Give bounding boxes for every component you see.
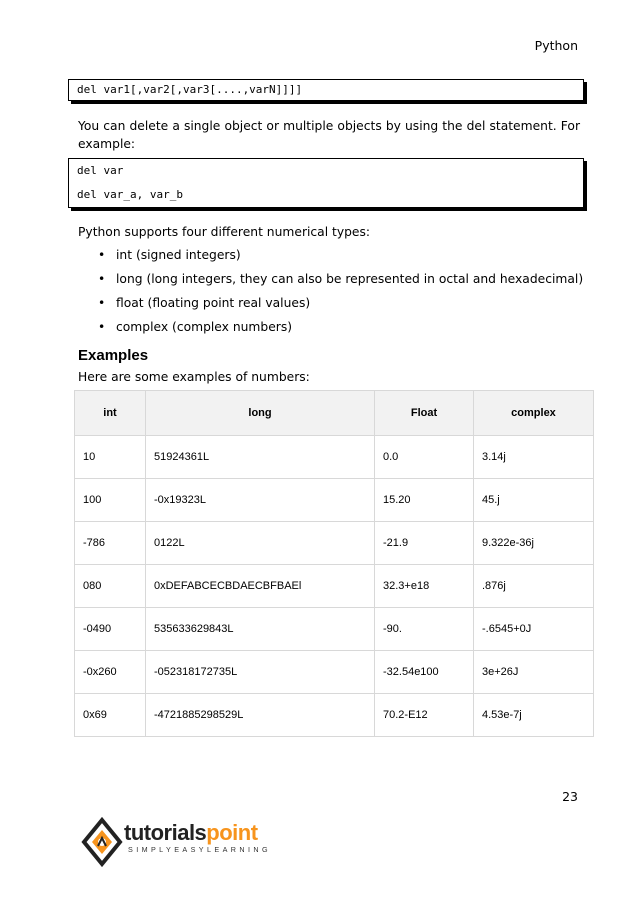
table-cell: -4721885298529L xyxy=(146,694,375,737)
paragraph-examples-intro: Here are some examples of numbers: xyxy=(78,370,310,384)
table-cell: 4.53e-7j xyxy=(474,694,594,737)
table-cell: 0x69 xyxy=(75,694,146,737)
table-row xyxy=(75,651,594,694)
bullet-icon: • xyxy=(98,296,106,310)
logo-tagline: SIMPLYEASYLEARNING xyxy=(128,845,271,854)
table-row xyxy=(75,694,594,737)
tutorialspoint-logo xyxy=(80,812,280,872)
table-cell: 3.14j xyxy=(474,436,594,479)
table-cell: 100 xyxy=(75,479,146,522)
table-row xyxy=(75,436,594,479)
column-header-int: int xyxy=(75,391,146,436)
table-cell: 70.2-E12 xyxy=(375,694,474,737)
page-number: 23 xyxy=(562,789,578,804)
table-cell: -90. xyxy=(375,608,474,651)
table-cell: -32.54e100 xyxy=(375,651,474,694)
code-block-del-example xyxy=(68,158,584,208)
table-cell: 10 xyxy=(75,436,146,479)
logo-text-accent: point xyxy=(206,820,258,845)
list-item-text: long (long integers, they can also be represented in octal and hexadecimal) xyxy=(116,272,584,286)
table-cell: -.6545+0J xyxy=(474,608,594,651)
column-header-complex: complex xyxy=(474,391,594,436)
table-cell: 535633629843L xyxy=(146,608,375,651)
bullet-icon: • xyxy=(98,272,106,286)
table-row xyxy=(75,608,594,651)
code-line: del var xyxy=(77,164,124,177)
logo-emblem-icon xyxy=(80,812,126,872)
table-cell: 080 xyxy=(75,565,146,608)
table-cell: 0122L xyxy=(146,522,375,565)
table-cell: 0xDEFABCECBDAECBFBAEl xyxy=(146,565,375,608)
table-cell: -0490 xyxy=(75,608,146,651)
list-item xyxy=(98,294,583,318)
column-header-float: Float xyxy=(375,391,474,436)
table-cell: 32.3+e18 xyxy=(375,565,474,608)
table-cell: -21.9 xyxy=(375,522,474,565)
table-cell: -052318172735L xyxy=(146,651,375,694)
bullet-icon: • xyxy=(98,248,106,262)
table-cell: .876j xyxy=(474,565,594,608)
section-heading-examples: Examples xyxy=(78,347,149,364)
table-cell: 45.j xyxy=(474,479,594,522)
list-item-text: float (floating point real values) xyxy=(116,296,311,310)
logo-wordmark xyxy=(124,820,258,846)
table-cell: 9.322e-36j xyxy=(474,522,594,565)
page-header-title: Python xyxy=(534,38,578,53)
list-item xyxy=(98,270,583,294)
logo-text-dark: tutorials xyxy=(124,820,207,845)
numbers-examples-table xyxy=(74,390,594,737)
column-header-long: long xyxy=(146,391,375,436)
list-item-text: int (signed integers) xyxy=(116,248,241,262)
list-item xyxy=(98,318,583,342)
paragraph-numerical-types: Python supports four different numerical types: xyxy=(78,225,371,239)
code-block-del-syntax xyxy=(68,79,584,101)
list-item xyxy=(98,246,583,270)
table-cell: 3e+26J xyxy=(474,651,594,694)
paragraph-del-statement: You can delete a single object or multiple objects by using the del statement. For example: xyxy=(78,119,580,151)
table-cell: 0.0 xyxy=(375,436,474,479)
table-cell: -0x260 xyxy=(75,651,146,694)
bullet-icon: • xyxy=(98,320,106,334)
table-row xyxy=(75,522,594,565)
table-header-row xyxy=(75,391,594,436)
table-cell: 51924361L xyxy=(146,436,375,479)
list-item-text: complex (complex numbers) xyxy=(116,320,293,334)
table-row xyxy=(75,565,594,608)
code-line: del var1[,var2[,var3[....,varN]]]] xyxy=(77,83,303,96)
table-cell: -786 xyxy=(75,522,146,565)
table-cell: 15.20 xyxy=(375,479,474,522)
table-cell: -0x19323L xyxy=(146,479,375,522)
numerical-types-list xyxy=(98,246,583,342)
code-line: del var_a, var_b xyxy=(77,188,183,201)
table-row xyxy=(75,479,594,522)
